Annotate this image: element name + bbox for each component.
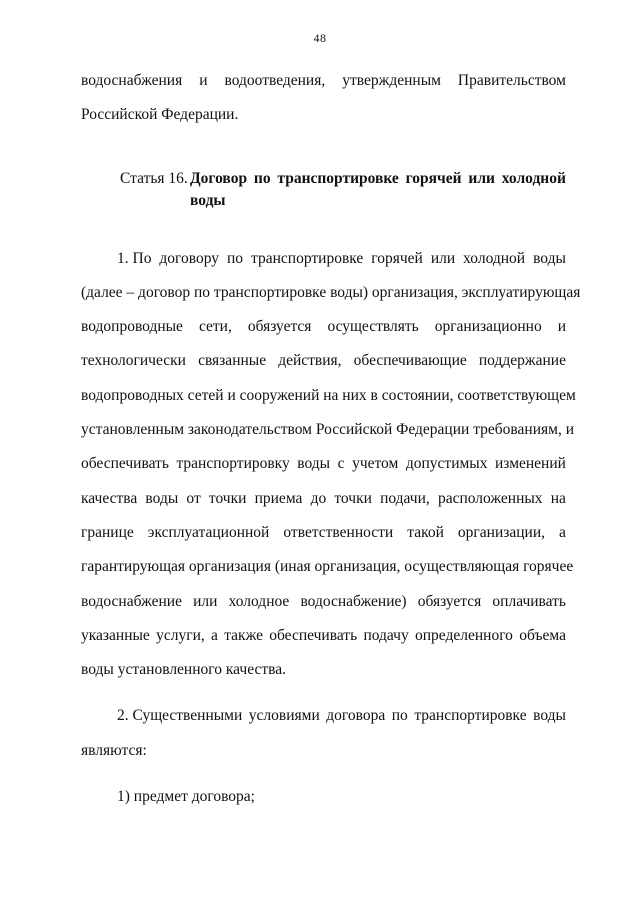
word: транспортировку [176, 455, 290, 473]
word: воды [533, 249, 566, 267]
word: точки [334, 489, 372, 507]
word: горячей [371, 249, 423, 267]
word: транспортировке [277, 169, 399, 187]
article-title-line-1 [190, 168, 566, 190]
word: осуществлять [327, 318, 419, 336]
word: обязуется [247, 318, 312, 336]
word: или [468, 169, 495, 187]
word: по [253, 169, 271, 187]
word: услуги, [156, 626, 205, 644]
paragraph-1-line [81, 550, 574, 584]
paragraph-1-line [81, 447, 566, 481]
word: определенного [415, 626, 513, 644]
paragraph-1-line [81, 482, 566, 516]
word: воды [145, 489, 179, 507]
word: холодной [463, 249, 526, 267]
article-heading [81, 168, 566, 212]
word: организационно [434, 318, 542, 336]
intro-line-1 [81, 64, 566, 98]
word: а [559, 523, 566, 541]
intro-line-2: Российской Федерации. [81, 106, 239, 124]
word: до [310, 489, 327, 507]
word: 1. По [117, 249, 152, 267]
word: гарантирующая организация (иная организация, осуществляющая горячее [81, 558, 574, 576]
word: качества [81, 489, 138, 507]
word: учетом [352, 455, 399, 473]
word: установленным законодательством Российской Федерации требованиям, и [81, 421, 574, 439]
paragraph-1-line [81, 653, 566, 687]
word: воды [297, 455, 331, 473]
word: указанные [81, 626, 150, 644]
word: также [224, 626, 263, 644]
word: по [391, 707, 408, 725]
paragraph-1-line [81, 242, 566, 276]
word: подачи, [380, 489, 430, 507]
word: от [186, 489, 201, 507]
word: водоснабжение) [300, 592, 407, 610]
word: ответственности [283, 523, 394, 541]
word: горячей [405, 169, 462, 187]
word: водопроводных сетей и сооружений на них в состоянии, соответствующем [81, 386, 576, 404]
word: обеспечивать [269, 626, 358, 644]
word: Правительством [457, 72, 566, 89]
word: водоотведения, [224, 72, 326, 89]
word: холодной [501, 169, 566, 187]
paragraph-1 [81, 242, 581, 688]
article-title-line-2: воды [190, 191, 226, 209]
word: или [193, 592, 218, 610]
paragraph-1-line [81, 344, 566, 378]
paragraph-1-line [81, 413, 574, 447]
word: а [211, 626, 218, 644]
list-item-1: 1) предмет договора; [117, 788, 255, 806]
word: договора [326, 707, 386, 725]
word: такой [407, 523, 444, 541]
paragraph-2-line-2: являются: [81, 741, 147, 759]
article-number: Статья 16. [120, 169, 188, 187]
word: оплачивать [492, 592, 566, 610]
word: договору [159, 249, 220, 267]
word: действия, [278, 352, 342, 370]
word: связанные [198, 352, 267, 370]
paragraph-1-line [81, 619, 566, 653]
word: транспортировке [414, 707, 527, 725]
word: объема [519, 626, 566, 644]
word: сети, [198, 318, 232, 336]
word: изменений [495, 455, 566, 473]
word: границе [81, 523, 134, 541]
word: условиями [248, 707, 320, 725]
word: обеспечивающие [353, 352, 467, 370]
page-number: 48 [313, 31, 327, 45]
paragraph-1-line [81, 379, 576, 413]
word: расположенных [437, 489, 543, 507]
word: воды установленного качества. [81, 661, 287, 679]
word: или [430, 249, 456, 267]
word: организации, [457, 523, 546, 541]
word: (далее – договор по транспортировке воды) организация, эксплуатирующая [81, 283, 581, 301]
word: допустимых [405, 455, 488, 473]
word: воды [533, 707, 566, 725]
word: утвержденным [342, 72, 441, 89]
word: и [557, 318, 566, 336]
word: точки [208, 489, 247, 507]
word: обеспечивать [81, 455, 169, 473]
word: водопроводные [81, 318, 183, 336]
word: на [550, 489, 566, 507]
word: водоснабжение [81, 592, 182, 610]
word: эксплуатационной [147, 523, 270, 541]
paragraph-1-line [81, 310, 566, 344]
word: 2. Существенными [117, 707, 243, 725]
word: по [227, 249, 244, 267]
word: обязуется [417, 592, 482, 610]
word: водоснабжения [81, 72, 183, 89]
document-body [81, 64, 581, 814]
word: технологически [81, 352, 186, 370]
word: транспортировке [251, 249, 364, 267]
paragraph-1-line [81, 276, 581, 310]
paragraph-1-line [81, 516, 566, 550]
word: поддержание [478, 352, 566, 370]
word: холодное [228, 592, 290, 610]
word: с [337, 455, 345, 473]
word: приема [254, 489, 303, 507]
word: и [199, 72, 208, 89]
paragraph-2-line-1 [81, 699, 566, 733]
article-title [190, 168, 566, 212]
word: подачу [363, 626, 409, 644]
word: Договор [190, 169, 248, 187]
paragraph-1-line [81, 585, 566, 619]
